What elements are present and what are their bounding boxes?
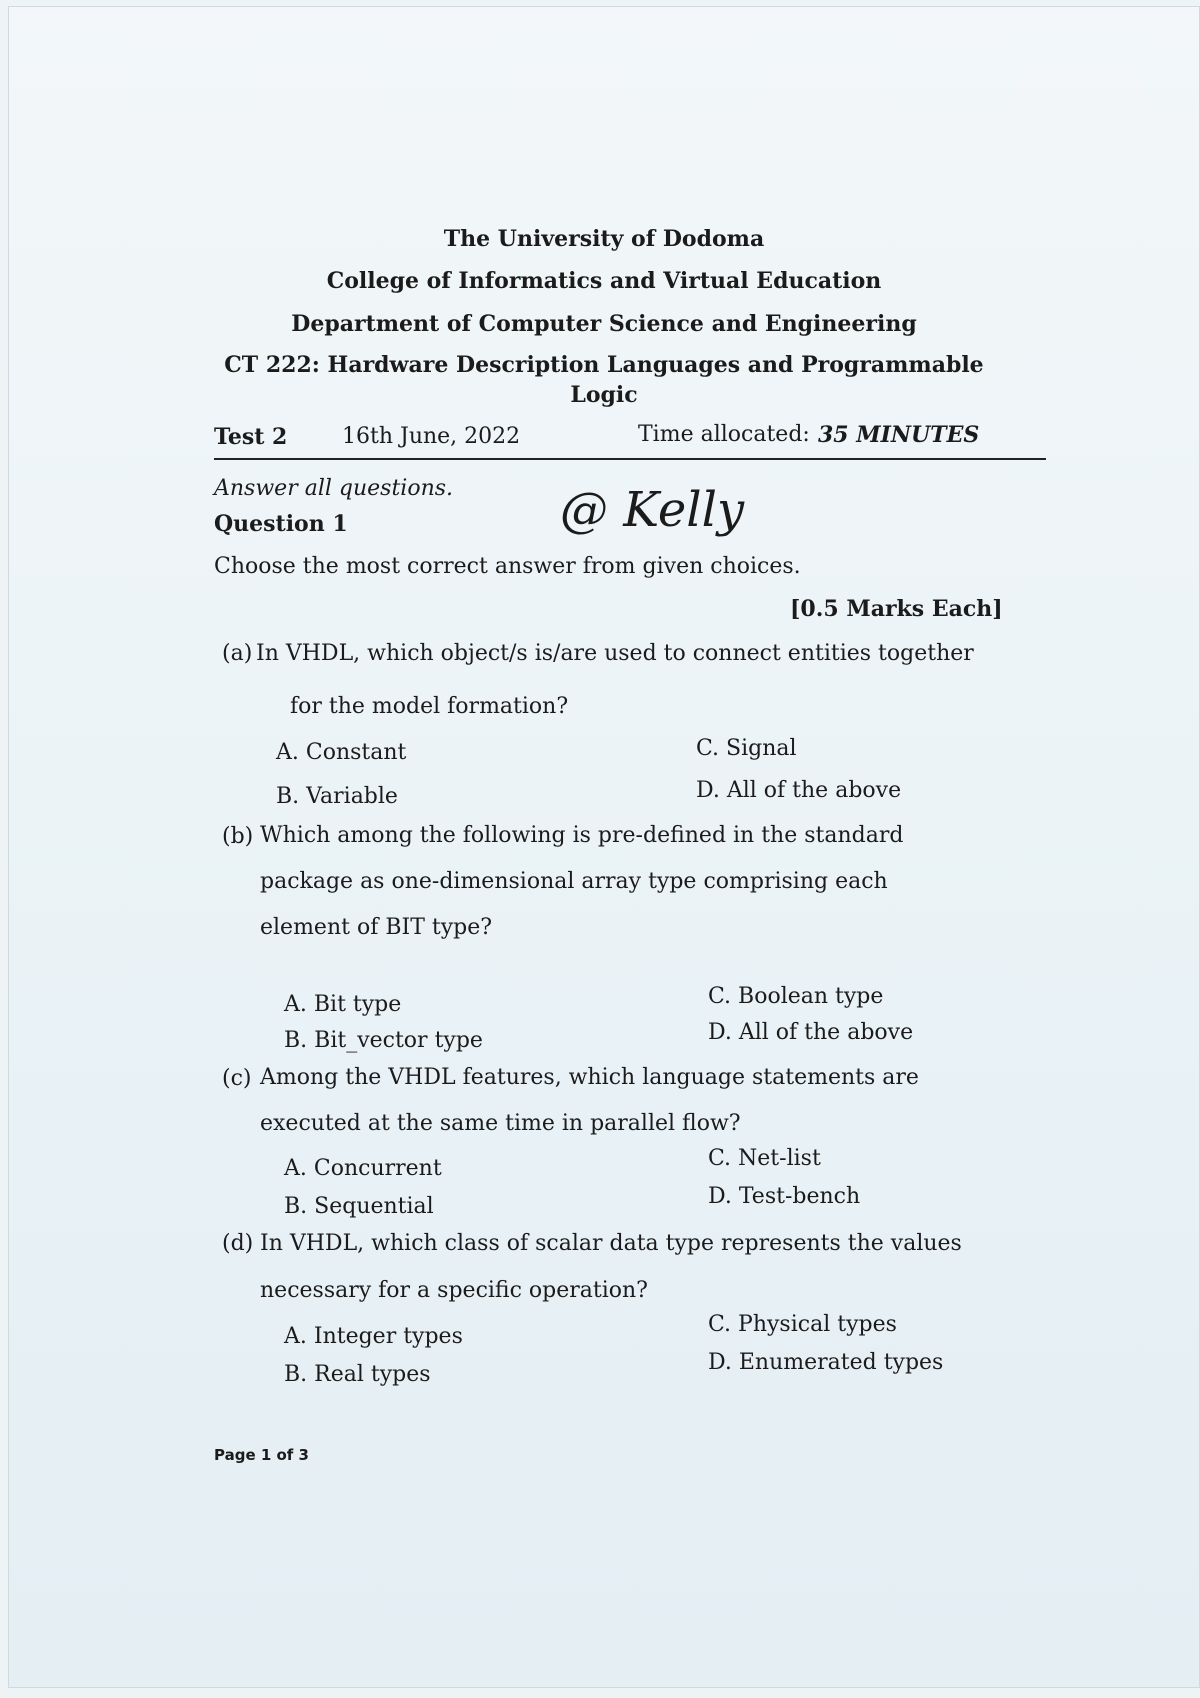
question-b-line2: package as one-dimensional array type comprising each: [260, 869, 888, 894]
handwritten-signature: @ Kelly: [560, 482, 745, 538]
question-d-line2: necessary for a specific operation?: [260, 1278, 648, 1303]
question-d-line1: In VHDL, which class of scalar data type represents the values: [260, 1231, 962, 1256]
page-number: Page 1 of 3: [214, 1446, 309, 1464]
test-number: Test 2: [214, 424, 288, 450]
college-name: College of Informatics and Virtual Education: [326, 268, 882, 294]
option-a-C: C. Signal: [696, 736, 797, 761]
test-date: 16th June, 2022: [342, 424, 521, 449]
department-name: Department of Computer Science and Engineering: [291, 311, 917, 337]
question-b-line1: Which among the following is pre-defined in the standard: [260, 823, 904, 848]
option-b-B: B. Bit_vector type: [284, 1028, 483, 1053]
question-d-label: (d): [222, 1231, 254, 1256]
question-c-line2: executed at the same time in parallel flow?: [260, 1111, 741, 1136]
question-a-line1: In VHDL, which object/s is/are used to connect entities together: [256, 641, 974, 666]
option-a-D: D. All of the above: [696, 778, 902, 803]
course-title-line2: Logic: [570, 382, 638, 408]
question-b-label: (b): [222, 824, 254, 849]
question-b-text: [260, 813, 1040, 951]
exam-sheet: [8, 6, 1200, 1688]
option-d-C: C. Physical types: [708, 1312, 897, 1337]
option-b-C: C. Boolean type: [708, 984, 884, 1009]
option-d-B: B. Real types: [284, 1362, 431, 1387]
marks-note: [0.5 Marks Each]: [790, 596, 1003, 622]
option-a-A: A. Constant: [276, 740, 407, 765]
question-1-prompt: Choose the most correct answer from given choices.: [214, 554, 801, 579]
option-b-D: D. All of the above: [708, 1020, 914, 1045]
university-name: The University of Dodoma: [443, 226, 765, 252]
option-c-D: D. Test-bench: [708, 1184, 861, 1209]
question-a-line2: for the model formation?: [290, 694, 569, 719]
instructions: Answer all questions.: [214, 476, 454, 501]
question-c-line1: Among the VHDL features, which language statements are: [260, 1065, 919, 1090]
header-rule: [214, 458, 1046, 460]
time-label: Time allocated:: [638, 422, 810, 447]
question-c-label: (c): [222, 1066, 252, 1091]
option-a-B: B. Variable: [276, 784, 398, 809]
option-d-A: A. Integer types: [284, 1324, 463, 1349]
option-c-A: A. Concurrent: [284, 1156, 442, 1181]
question-c-text: [260, 1055, 1040, 1147]
option-b-A: A. Bit type: [284, 992, 402, 1017]
question-b-line3: element of BIT type?: [260, 915, 493, 940]
option-c-C: C. Net-list: [708, 1146, 821, 1171]
question-a-label: (a): [222, 641, 253, 666]
course-title-line1: CT 222: Hardware Description Languages and Programmable: [224, 352, 984, 378]
option-d-D: D. Enumerated types: [708, 1350, 944, 1375]
time-value: 35 MINUTES: [818, 422, 980, 448]
question-1-title: Question 1: [214, 511, 348, 537]
option-c-B: B. Sequential: [284, 1194, 434, 1219]
